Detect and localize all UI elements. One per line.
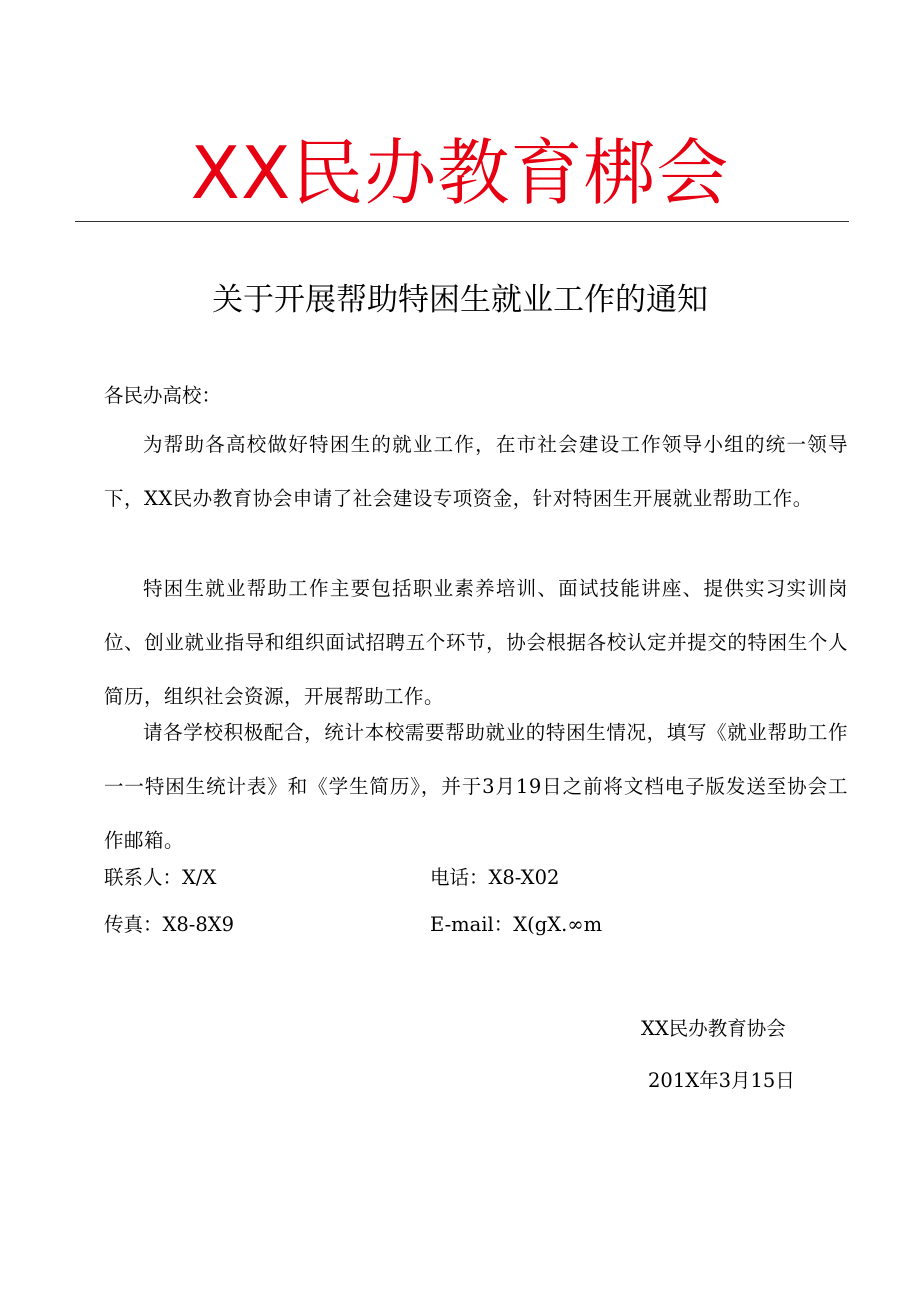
signature-organization: XX民办教育协会 xyxy=(641,1017,786,1040)
signature-date: 201X年3月15日 xyxy=(648,1069,795,1092)
organization-letterhead: XX民办教育梆会 xyxy=(190,131,730,215)
paragraph-1: 为帮助各高校做好特困生的就业工作，在市社会建设工作领导小组的统一领导下，XX民办教育协会申请了社会建设专项资金，针对特困生开展就业帮助工作。 xyxy=(104,433,848,510)
contact-fax: 传真：X8-8X9 xyxy=(104,913,235,936)
contact-email: E-mail：X(gX.∞m xyxy=(430,913,603,936)
document-title: 关于开展帮助特困生就业工作的通知 xyxy=(212,282,708,318)
contact-phone: 电话：X8-X02 xyxy=(430,866,560,889)
salutation: 各民办高校： xyxy=(104,384,222,407)
letterhead-divider xyxy=(75,221,849,222)
paragraph-2: 特困生就业帮助工作主要包括职业素养培训、面试技能讲座、提供实习实训岗位、创业就业指导和组织面试招聘五个环节，协会根据各校认定并提交的特困生个人简历，组织社会资源，开展帮助工作。 xyxy=(104,577,848,708)
contact-person: 联系人：X/X xyxy=(104,866,217,889)
paragraph-3: 请各学校积极配合，统计本校需要帮助就业的特困生情况，填写《就业帮助工作一一特困生统计表》和《学生简历》，并于3月19日之前将文档电子版发送至协会工作邮箱。 xyxy=(104,721,848,852)
